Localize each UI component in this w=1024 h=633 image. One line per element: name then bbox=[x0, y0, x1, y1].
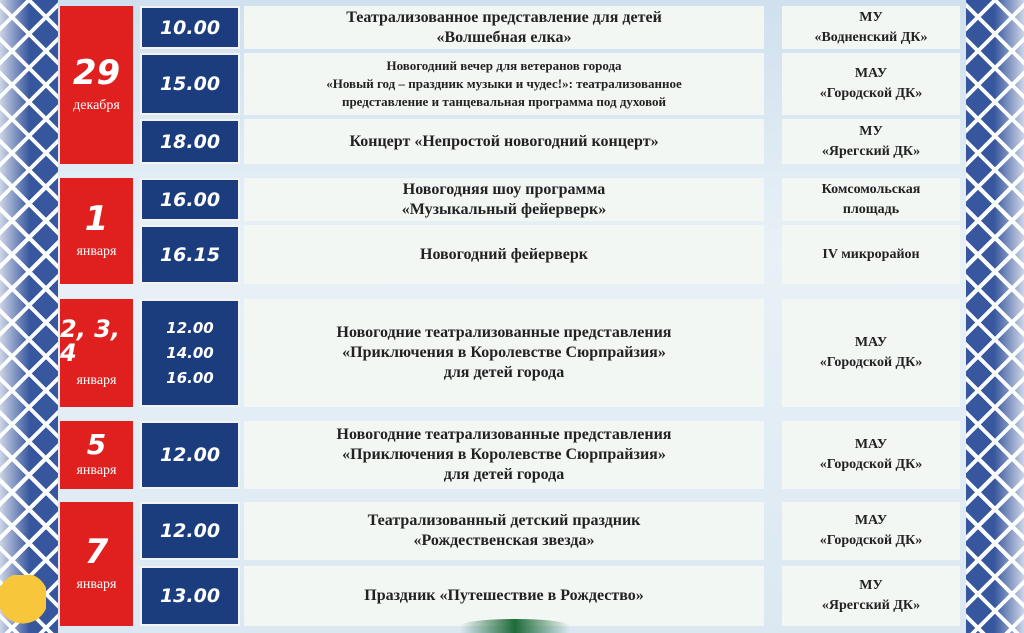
schedule-row bbox=[140, 53, 965, 115]
time-cell: 10.00 bbox=[140, 6, 240, 49]
date-day: 29 bbox=[72, 53, 121, 93]
time-cell: 16.15 bbox=[140, 225, 240, 284]
schedule-row bbox=[140, 299, 965, 407]
time-slot: 12.00 bbox=[166, 318, 214, 337]
venue-cell: МАУ «Городской ДК» bbox=[782, 53, 960, 115]
event-cell: Новогодний вечер для ветеранов города «Новый год – праздник музыки и чудес!»: театрализованное представление и танцевальная программа под духовой bbox=[244, 53, 764, 115]
venue-cell: МАУ «Городской ДК» bbox=[782, 502, 960, 560]
event-cell: Новогодние театрализованные представления «Приключения в Королевстве Сюрпрайзия» для детей города bbox=[244, 421, 764, 489]
date-month: января bbox=[76, 463, 117, 478]
date-day: 1 bbox=[84, 199, 109, 239]
venue-cell: МУ «Ярегский ДК» bbox=[782, 119, 960, 164]
time-slot: 16.00 bbox=[166, 368, 214, 387]
time-cell bbox=[140, 299, 240, 407]
date-day: 5 bbox=[86, 428, 107, 461]
event-cell: Театрализованный детский праздник «Рождественская звезда» bbox=[244, 502, 764, 560]
schedule-row bbox=[140, 119, 965, 164]
event-cell: Новогодний фейерверк bbox=[244, 225, 764, 284]
time-cell: 13.00 bbox=[140, 566, 240, 626]
date-day: 7 bbox=[84, 532, 109, 572]
schedule-group-jan1 bbox=[60, 178, 965, 284]
venue-cell: МУ «Ярегский ДК» bbox=[782, 566, 960, 626]
frost-decoration-left bbox=[0, 0, 30, 633]
date-month: января bbox=[76, 244, 117, 259]
time-slot: 14.00 bbox=[166, 343, 214, 362]
date-cell bbox=[60, 421, 133, 489]
event-cell: Театрализованное представление для детей «Волшебная елка» bbox=[244, 6, 764, 49]
event-cell: Концерт «Непростой новогодний концерт» bbox=[244, 119, 764, 164]
date-cell bbox=[60, 6, 133, 164]
event-cell: Новогодняя шоу программа «Музыкальный фейерверк» bbox=[244, 178, 764, 221]
schedule-row bbox=[140, 178, 965, 221]
schedule-row bbox=[140, 566, 965, 626]
event-cell: Праздник «Путешествие в Рождество» bbox=[244, 566, 764, 626]
time-cell: 12.00 bbox=[140, 421, 240, 489]
event-cell: Новогодние театрализованные представления «Приключения в Королевстве Сюрпрайзия» для детей города bbox=[244, 299, 764, 407]
schedule-row bbox=[140, 6, 965, 49]
schedule-row bbox=[140, 502, 965, 560]
schedule-group-dec29 bbox=[60, 6, 965, 164]
frost-decoration-right bbox=[994, 0, 1024, 633]
date-month: января bbox=[76, 373, 117, 388]
time-cell: 18.00 bbox=[140, 119, 240, 164]
date-month: декабря bbox=[73, 98, 120, 113]
fir-branch-decoration bbox=[460, 619, 570, 633]
time-cell: 15.00 bbox=[140, 53, 240, 115]
time-cell: 16.00 bbox=[140, 178, 240, 221]
schedule-group-jan7 bbox=[60, 502, 965, 626]
venue-cell: МАУ «Городской ДК» bbox=[782, 299, 960, 407]
date-cell bbox=[60, 502, 133, 626]
venue-cell: Комсомольская площадь bbox=[782, 178, 960, 221]
date-month: января bbox=[76, 577, 117, 592]
schedule-row bbox=[140, 225, 965, 284]
logo-emblem bbox=[0, 575, 46, 633]
date-cell bbox=[60, 299, 133, 407]
schedule-row bbox=[140, 421, 965, 489]
date-cell bbox=[60, 178, 133, 284]
venue-cell: МУ «Водненский ДК» bbox=[782, 6, 960, 49]
schedule-group-jan5 bbox=[60, 421, 965, 489]
date-day: 2, 3, 4 bbox=[60, 315, 120, 367]
time-cell: 12.00 bbox=[140, 502, 240, 560]
schedule-group-jan2-4 bbox=[60, 299, 965, 407]
venue-cell: IV микрорайон bbox=[782, 225, 960, 284]
venue-cell: МАУ «Городской ДК» bbox=[782, 421, 960, 489]
